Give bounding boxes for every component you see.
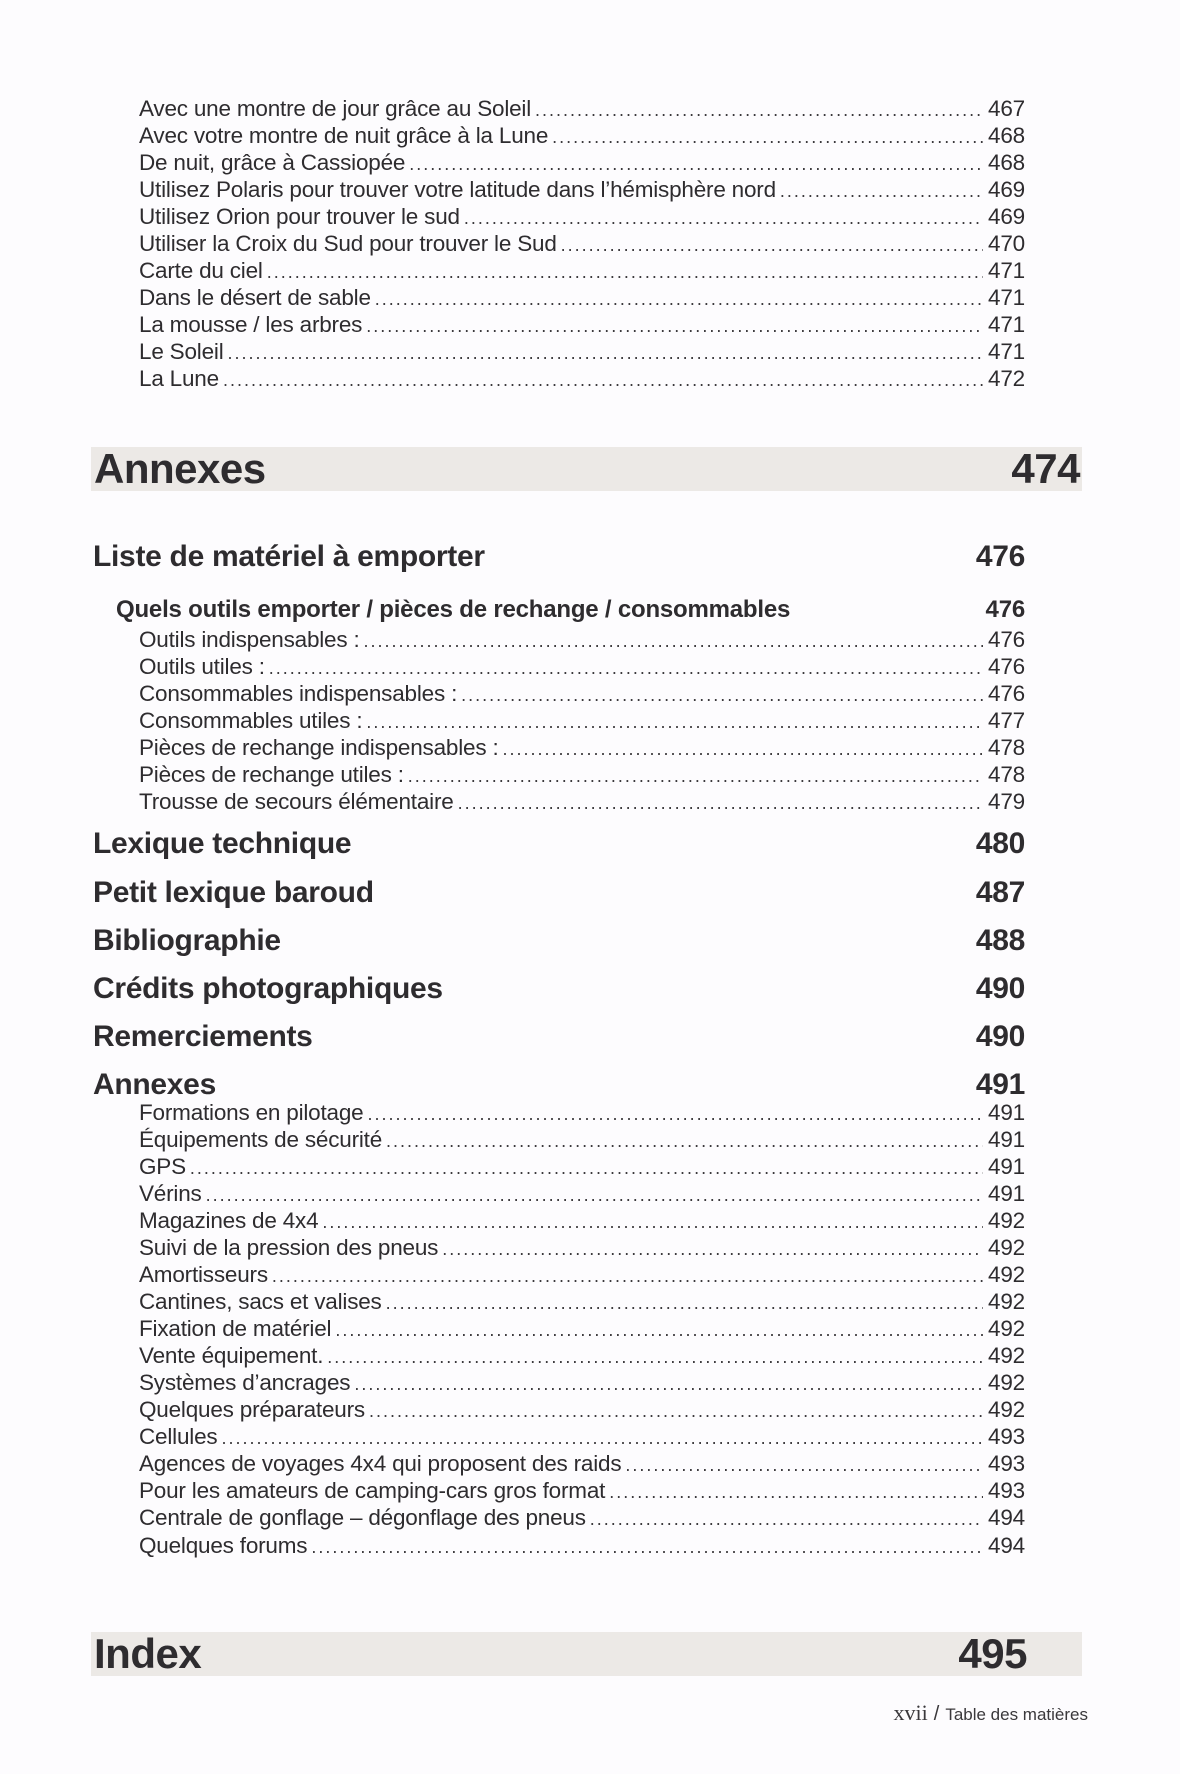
- toc-entry[interactable]: [139, 284, 1025, 311]
- toc-entry[interactable]: [139, 1450, 1025, 1477]
- entry-title: Utiliser la Croix du Sud pour trouver le Sud: [139, 231, 557, 256]
- toc-entry[interactable]: [139, 338, 1025, 365]
- entry-page: 491: [988, 1154, 1025, 1179]
- entry-title: La mousse / les arbres: [139, 312, 363, 337]
- dot-leader: [228, 340, 983, 367]
- entry-title: Avec votre montre de nuit grâce à la Lune: [139, 123, 549, 148]
- entry-page: 470: [988, 231, 1025, 256]
- toc-entry[interactable]: [139, 653, 1025, 680]
- toc-entry[interactable]: [139, 680, 1025, 707]
- toc-entry[interactable]: [139, 1369, 1025, 1396]
- entry-page: 472: [988, 366, 1025, 391]
- chapter-heading[interactable]: [93, 971, 1025, 1007]
- dot-leader: [369, 1398, 983, 1425]
- entry-page: 492: [988, 1343, 1025, 1368]
- dot-leader: [366, 709, 983, 736]
- entry-page: 468: [988, 123, 1025, 148]
- dot-leader: [552, 124, 983, 151]
- entry-page: 492: [988, 1289, 1025, 1314]
- entry-page: 492: [988, 1262, 1025, 1287]
- toc-entry[interactable]: [139, 311, 1025, 338]
- entry-title: Outils utiles :: [139, 654, 265, 679]
- toc-entry[interactable]: [139, 734, 1025, 761]
- chapter-page: 476: [975, 540, 1025, 573]
- toc-entry[interactable]: [139, 365, 1025, 392]
- section-page: 476: [985, 596, 1025, 623]
- entry-page: 476: [988, 627, 1025, 652]
- part-title: Index: [94, 1630, 202, 1677]
- entry-page: 477: [988, 708, 1025, 733]
- entry-title: Centrale de gonflage – dégonflage des pneus: [139, 1505, 586, 1530]
- chapter-heading[interactable]: [93, 923, 1025, 959]
- entry-page: 492: [988, 1235, 1025, 1260]
- toc-entry[interactable]: [139, 1099, 1025, 1126]
- entry-title: Consommables indispensables :: [139, 681, 458, 706]
- entry-page: 493: [988, 1451, 1025, 1476]
- dot-leader: [386, 1290, 983, 1317]
- dot-leader: [366, 313, 983, 340]
- toc-entry[interactable]: [139, 1234, 1025, 1261]
- entry-title: Agences de voyages 4x4 qui proposent des raids: [139, 1451, 622, 1476]
- dot-leader: [322, 1209, 983, 1236]
- entry-page: 492: [988, 1316, 1025, 1341]
- dot-leader: [311, 1534, 983, 1561]
- entry-title: Cantines, sacs et valises: [139, 1289, 382, 1314]
- chapter-title: Liste de matériel à emporter: [93, 540, 485, 573]
- entry-title: Systèmes d’ancrages: [139, 1370, 351, 1395]
- toc-entry[interactable]: [139, 122, 1025, 149]
- dot-leader: [458, 790, 983, 817]
- chapter-title: Lexique technique: [93, 827, 352, 860]
- dot-leader: [364, 628, 983, 655]
- entry-title: Quelques préparateurs: [139, 1397, 365, 1422]
- dot-leader: [535, 97, 983, 124]
- toc-entry[interactable]: [139, 257, 1025, 284]
- entry-title: Consommables utiles :: [139, 708, 363, 733]
- entry-title: Le Soleil: [139, 339, 224, 364]
- entry-title: Fixation de matériel: [139, 1316, 332, 1341]
- part-page: 495: [958, 1630, 1027, 1677]
- chapter-page: 490: [975, 972, 1025, 1005]
- section-title: Quels outils emporter / pièces de rechange / consommables: [116, 596, 791, 623]
- entry-page: 491: [988, 1127, 1025, 1152]
- dot-leader: [625, 1452, 983, 1479]
- dot-leader: [269, 655, 983, 682]
- toc-entry[interactable]: [139, 1315, 1025, 1342]
- entry-page: 469: [988, 204, 1025, 229]
- dot-leader: [221, 1425, 983, 1452]
- dot-leader: [609, 1479, 983, 1506]
- chapter-title: Bibliographie: [93, 924, 281, 957]
- chapter-heading[interactable]: [93, 875, 1025, 911]
- dot-leader: [461, 682, 983, 709]
- entry-title: Dans le désert de sable: [139, 285, 371, 310]
- running-title: Table des matières: [945, 1705, 1088, 1724]
- page-folio: xvii: [893, 1700, 928, 1725]
- toc-entry[interactable]: [139, 1180, 1025, 1207]
- entry-title: Quelques forums: [139, 1533, 308, 1558]
- toc-entry[interactable]: [139, 203, 1025, 230]
- entry-title: Pièces de rechange indispensables :: [139, 735, 499, 760]
- dot-leader: [354, 1371, 983, 1398]
- entry-title: La Lune: [139, 366, 219, 391]
- toc-entry[interactable]: [139, 230, 1025, 257]
- entry-title: Pièces de rechange utiles :: [139, 762, 404, 787]
- chapter-page: 488: [975, 924, 1025, 957]
- dot-leader: [408, 763, 983, 790]
- entry-title: Cellules: [139, 1424, 218, 1449]
- toc-entry[interactable]: [139, 1396, 1025, 1423]
- entry-page: 468: [988, 150, 1025, 175]
- dot-leader: [190, 1155, 983, 1182]
- entry-page: 467: [988, 96, 1025, 121]
- chapter-heading[interactable]: [93, 826, 1025, 862]
- dot-leader: [335, 1317, 983, 1344]
- entry-page: 491: [988, 1100, 1025, 1125]
- toc-entry[interactable]: [139, 1504, 1025, 1531]
- entry-title: Trousse de secours élémentaire: [139, 789, 454, 814]
- dot-leader: [223, 367, 983, 394]
- dot-leader: [590, 1506, 983, 1533]
- entry-page: 471: [988, 312, 1025, 337]
- entry-title: Magazines de 4x4: [139, 1208, 319, 1233]
- entry-title: Utilisez Orion pour trouver le sud: [139, 204, 460, 229]
- part-heading-index[interactable]: [91, 1632, 1082, 1676]
- dot-leader: [267, 259, 983, 286]
- chapter-page: 491: [975, 1068, 1025, 1101]
- entry-title: Utilisez Polaris pour trouver votre latitude dans l’hémisphère nord: [139, 177, 776, 202]
- toc-entry[interactable]: [139, 626, 1025, 653]
- chapter-title: Crédits photographiques: [93, 972, 443, 1005]
- footer-separator: /: [933, 1703, 940, 1725]
- entry-title: De nuit, grâce à Cassiopée: [139, 150, 406, 175]
- entry-page: 479: [988, 789, 1025, 814]
- chapter-heading[interactable]: [93, 539, 1025, 575]
- dot-leader: [464, 205, 983, 232]
- dot-leader: [375, 286, 983, 313]
- chapter-heading[interactable]: [93, 1067, 1025, 1103]
- dot-leader: [272, 1263, 983, 1290]
- dot-leader: [409, 151, 983, 178]
- toc-entry[interactable]: [139, 176, 1025, 203]
- page-footer: [894, 1700, 1088, 1726]
- part-title: Annexes: [94, 445, 266, 492]
- entry-page: 493: [988, 1424, 1025, 1449]
- entry-page: 478: [988, 762, 1025, 787]
- entry-page: 493: [988, 1478, 1025, 1503]
- chapter-heading[interactable]: [93, 1019, 1025, 1055]
- dot-leader: [327, 1344, 983, 1371]
- toc-entry[interactable]: [139, 1126, 1025, 1153]
- toc-entry[interactable]: [139, 1153, 1025, 1180]
- toc-entry[interactable]: [139, 1532, 1025, 1559]
- entry-page: 492: [988, 1370, 1025, 1395]
- toc-entry[interactable]: [139, 707, 1025, 734]
- entry-title: Pour les amateurs de camping-cars gros format: [139, 1478, 606, 1503]
- toc-entry[interactable]: [139, 788, 1025, 815]
- dot-leader: [561, 232, 983, 259]
- toc-entry[interactable]: [139, 1207, 1025, 1234]
- entry-title: GPS: [139, 1154, 186, 1179]
- entry-title: Vente équipement.: [139, 1343, 324, 1368]
- entry-title: Équipements de sécurité: [139, 1127, 383, 1152]
- entry-title: Formations en pilotage: [139, 1100, 364, 1125]
- entry-title: Suivi de la pression des pneus: [139, 1235, 439, 1260]
- toc-entry[interactable]: [139, 149, 1025, 176]
- part-heading-annexes[interactable]: [91, 447, 1082, 491]
- toc-entry[interactable]: [139, 1288, 1025, 1315]
- entry-page: 494: [988, 1505, 1025, 1530]
- chapter-title: Petit lexique baroud: [93, 876, 374, 909]
- chapter-page: 487: [975, 876, 1025, 909]
- entry-page: 492: [988, 1397, 1025, 1422]
- toc-entry[interactable]: [139, 1342, 1025, 1369]
- part-page: 474: [1011, 445, 1080, 492]
- entry-title: Vérins: [139, 1181, 202, 1206]
- entry-page: 494: [988, 1533, 1025, 1558]
- entry-title: Outils indispensables :: [139, 627, 360, 652]
- dot-leader: [780, 178, 983, 205]
- dot-leader: [442, 1236, 983, 1263]
- entry-page: 471: [988, 339, 1025, 364]
- entry-page: 476: [988, 681, 1025, 706]
- entry-title: Avec une montre de jour grâce au Soleil: [139, 96, 532, 121]
- toc-entry[interactable]: [139, 1477, 1025, 1504]
- dot-leader: [206, 1182, 983, 1209]
- entry-page: 478: [988, 735, 1025, 760]
- entry-page: 471: [988, 285, 1025, 310]
- toc-entry[interactable]: [139, 95, 1025, 122]
- entry-page: 491: [988, 1181, 1025, 1206]
- chapter-page: 490: [975, 1020, 1025, 1053]
- chapter-title: Remerciements: [93, 1020, 313, 1053]
- entry-title: Carte du ciel: [139, 258, 263, 283]
- entry-page: 471: [988, 258, 1025, 283]
- section-heading[interactable]: [116, 596, 1025, 624]
- entry-page: 469: [988, 177, 1025, 202]
- dot-leader: [503, 736, 984, 763]
- toc-entry[interactable]: [139, 1261, 1025, 1288]
- chapter-title: Annexes: [93, 1068, 216, 1101]
- dot-leader: [367, 1101, 983, 1128]
- chapter-page: 480: [975, 827, 1025, 860]
- dot-leader: [386, 1128, 983, 1155]
- entry-page: 492: [988, 1208, 1025, 1233]
- toc-entry[interactable]: [139, 761, 1025, 788]
- entry-title: Amortisseurs: [139, 1262, 268, 1287]
- entry-page: 476: [988, 654, 1025, 679]
- toc-entry[interactable]: [139, 1423, 1025, 1450]
